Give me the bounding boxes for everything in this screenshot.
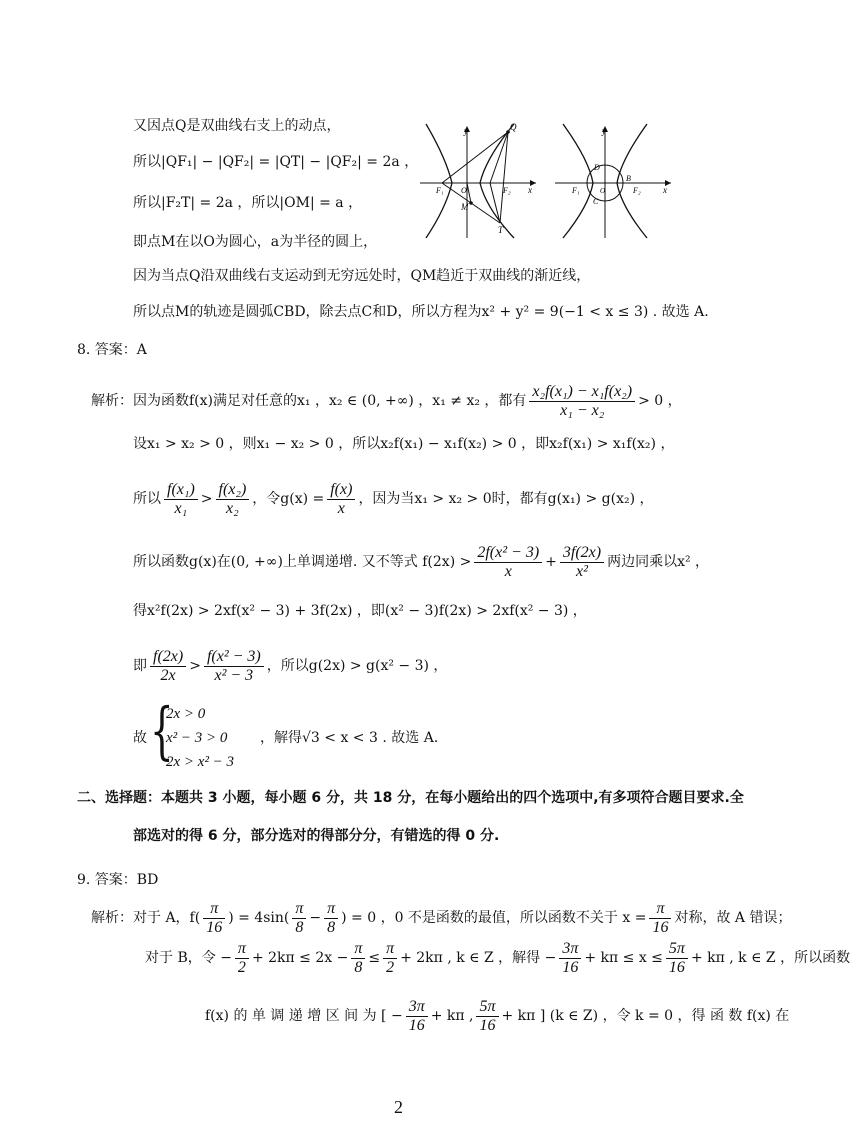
point-f1-label-2: F₁ <box>572 186 580 195</box>
fraction-2f: $\frac{\text{2f(x² − 3)}}{x}$ <box>474 544 542 581</box>
axis-y-label-2: y <box>602 126 606 136</box>
q9-analysis-line-2: 对于 B，令 − $\frac{\pi}{2}$ + 2kπ ≤ 2x − $\frac{\pi}{8}$ ≤ $\frac{\pi}{2}$ + 2kπ , k ∈ Z ，解得 − $\frac{3\pi}{16}$ + kπ ≤ x ≤ $\frac{5\pi}{16}$ + kπ , k ∈ Z ，所以函数 <box>145 939 850 976</box>
q8-analysis-line-7-post: ，解得√3 < x < 3 . 故选 A. <box>260 730 439 746</box>
fraction-f2x: $\frac{f(2x)}{2x}$ <box>150 648 186 685</box>
q9-analysis-line-1: 解析：对于 A，f( $\frac{\pi}{16}$ ) = 4sin( $\frac{\pi}{8}$ − $\frac{\pi}{8}$ ) = 0 ，0 不是函数的最值，所以函数不关于 x = $\frac{\pi}{16}$ 对称，故 A 错误； <box>91 899 792 936</box>
point-b-label: B <box>626 174 631 183</box>
q8-analysis-line-7-prefix: 故 <box>133 730 147 746</box>
point-f2-label-2: F₂ <box>633 186 641 195</box>
q9-answer: 9. 答案：BD <box>77 872 159 888</box>
fraction-fx2: $\frac{\text{f(x₂)}}{\text{x₂}}$ <box>216 481 250 518</box>
section-2-header-line-1: 二、选择题：本题共 3 小题，每小题 6 分，共 18 分，在每小题给出的四个选项中,有多项符合题目要求.全 <box>77 790 744 806</box>
fraction-pi-16: $\frac{\pi}{16}$ <box>203 900 225 937</box>
q8-line1-pre: 解析：因为函数f(x)满足对任意的x₁ ，x₂ ∈ (0, +∞) ，x₁ ≠ x₂ ，都有 <box>91 393 527 409</box>
fraction-pi-8-c: $\frac{\pi}{8}$ <box>351 940 365 977</box>
fraction-fx2-3: $\frac{\text{f(x² − 3)}}{\text{x² − 3}}$ <box>204 648 264 685</box>
q8-fraction-1: $\frac{\text{x₂f(x₁) − x₁f(x₂)}}{\text{x₁ − x₂}}$ <box>529 383 635 420</box>
text-line-2: 所以|QF₁| − |QF₂| = |QT| − |QF₂| = 2a ， <box>133 154 419 170</box>
point-f1-label: F₁ <box>436 186 444 195</box>
fraction-fx: $\frac{f(x)}{x}$ <box>327 481 355 518</box>
system-line-3: 2x > x² − 3 <box>166 754 235 770</box>
point-c-label: C <box>593 197 599 206</box>
fraction-fx1: $\frac{\text{f(x₁)}}{\text{x₁}}$ <box>164 481 198 518</box>
system-line-1: 2x > 0 <box>166 706 206 722</box>
axis-x-label: x <box>528 185 532 195</box>
left-brace: { <box>150 694 174 767</box>
q8-analysis-line-5: 得x²f(2x) > 2xf(x² − 3) + 3f(2x) ，即(x² − 3)f(2x) > 2xf(x² − 3) ， <box>133 603 587 619</box>
fraction-pi-8-b: $\frac{\pi}{8}$ <box>324 900 338 937</box>
q8-analysis-line-1 <box>91 381 682 421</box>
fraction-3f: $\frac{3f(2x)}{\text{x²}}$ <box>560 544 604 581</box>
text-line-4: 即点M在以O为圆心，a为半径的圆上， <box>133 234 378 250</box>
text-line-1: 又因点Q是双曲线右支上的动点， <box>133 118 341 134</box>
axis-x-label-2: x <box>663 185 667 195</box>
fraction-pi-8-a: $\frac{\pi}{8}$ <box>292 900 306 937</box>
q8-line3-pre: 所以 <box>133 491 161 507</box>
text-line-5: 因为当点Q沿双曲线右支运动到无穷远处时，QM趋近于双曲线的渐近线， <box>133 268 591 284</box>
section-2-header-line-2: 部选对的得 6 分，部分选对的得部分分，有错选的得 0 分. <box>133 828 500 844</box>
q8-analysis-line-3: 所以 $\frac{\text{f(x₁)}}{\text{x₁}}$ > $\frac{\text{f(x₂)}}{\text{x₂}}$ ，令g(x) = $\frac{f(x)}{x}$ ，因为当x₁ > x₂ > 0时，都有g(x₁) > g(x₂) ， <box>133 480 654 517</box>
q8-analysis-line-6: 即 $\frac{f(2x)}{2x}$ > $\frac{\text{f(x² − 3)}}{\text{x² − 3}}$ ，所以g(2x) > g(x² − 3) ， <box>133 647 448 684</box>
fraction-pi-2-b: $\frac{\pi}{2}$ <box>383 940 397 977</box>
q8-line1-post: > 0 ， <box>638 393 682 409</box>
fraction-5pi-16: $\frac{5\pi}{16}$ <box>666 940 688 977</box>
point-m-label: M <box>461 202 469 212</box>
text-line-6: 所以点M的轨迹是圆弧CBD，除去点C和D，所以方程为x² + y² = 9(−1 < x ≤ 3) . 故选 A. <box>133 304 709 320</box>
q8-analysis-line-4: 所以函数g(x)在(0, +∞)上单调递增. 又不等式 f(2x) > $\frac{\text{2f(x² − 3)}}{x}$ + $\frac{3f(2x)}{\text{x²}}$ 两边同乘以x² ， <box>133 543 710 580</box>
origin-label-2: O <box>600 187 606 195</box>
axis-y-label: y <box>464 126 468 136</box>
q8-analysis-line-2: 设x₁ > x₂ > 0 ，则x₁ − x₂ > 0 ，所以x₂f(x₁) − x₁f(x₂) > 0 ，即x₂f(x₁) > x₁f(x₂) ， <box>133 436 675 452</box>
q8-answer: 8. 答案：A <box>77 342 147 358</box>
point-q-label: Q <box>510 122 517 132</box>
point-f2-label: F₂ <box>503 186 511 195</box>
fraction-pi-2-a: $\frac{\pi}{2}$ <box>235 940 249 977</box>
origin-label: O <box>461 186 467 195</box>
page-number: 2 <box>394 1097 403 1117</box>
text-line-3: 所以|F₂T| = 2a ，所以|OM| = a ， <box>133 195 363 211</box>
fraction-5pi-16-b: $\frac{5\pi}{16}$ <box>476 998 498 1035</box>
fraction-pi-16-b: $\frac{\pi}{16}$ <box>649 900 671 937</box>
hyperbola-figure-right <box>553 120 673 240</box>
fraction-3pi-16: $\frac{3\pi}{16}$ <box>559 940 581 977</box>
q9-analysis-line-3: f(x) 的 单 调 递 增 区 间 为 [ − $\frac{3\pi}{16}$ + kπ , $\frac{5\pi}{16}$ + kπ ] (k ∈ Z) ，令 k = 0 ，得 函 数 f(x) 在 <box>205 997 790 1034</box>
point-t-label: T <box>498 225 504 235</box>
point-d-label: D <box>594 163 600 172</box>
fraction-3pi-16-b: $\frac{3\pi}{16}$ <box>406 998 428 1035</box>
system-line-2: x² − 3 > 0 <box>166 730 228 746</box>
hyperbola-figure-left <box>418 120 538 240</box>
